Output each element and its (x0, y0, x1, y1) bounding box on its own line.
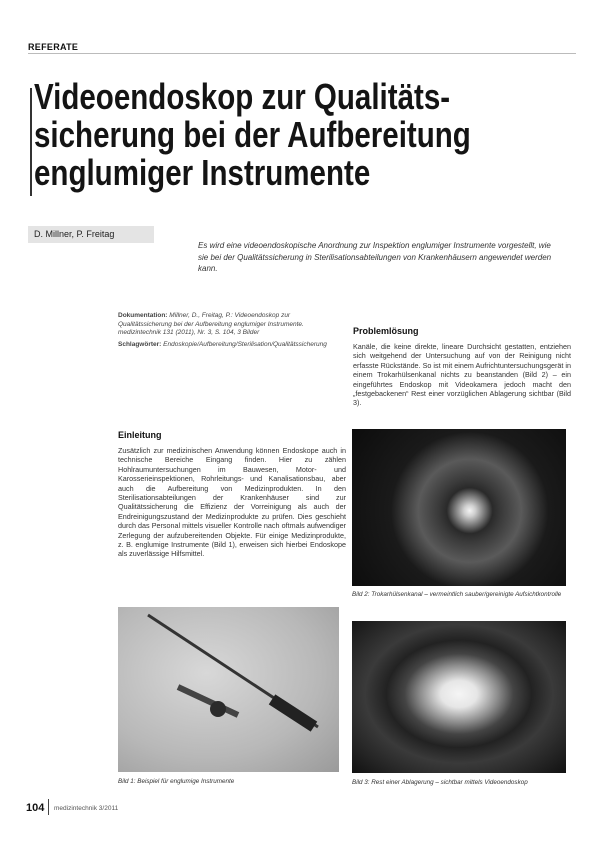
author-line: D. Millner, P. Freitag (28, 226, 154, 243)
figure-1-instruments-photo (118, 607, 339, 772)
intro-heading: Einleitung (118, 430, 162, 440)
article-title (34, 76, 471, 193)
instrument-illustration (118, 607, 339, 772)
title-accent-bar (30, 88, 32, 196)
footer-divider (48, 799, 49, 815)
magazine-name: medizintechnik 3/2011 (54, 805, 119, 812)
figure-3-residue-photo (352, 621, 566, 773)
figure-2-trocar-channel-photo (352, 429, 566, 586)
citation (118, 312, 340, 338)
problem-section (353, 326, 571, 408)
citation-label: Dokumentation: (118, 312, 168, 319)
header-rule (28, 53, 576, 54)
intro-text: Zusätzlich zur medizinischen Anwendung können Endoskope auch in technische Bereiche Eingang finden. Hier zu zählen Hohlraumuntersuchungen im Bauwesen, Motor- und Karosserieinspektionen, Rohrleitungs- und Kanalisationsbau, aber auch die Aufbereitung von Medizinprodukten. In den Sterilisationsabteilungen der Krankenhäuser sind zur Qualitätssicherung die Effizienz der Vorreinigung als auch der Endreinigungszustand der Medizinprodukte zu prüfen. Dies geschieht durch das Personal mittels visueller Kontrolle nach oftmals aufwendiger Zerlegung der aufzubereitenden Objekte. Für einige Medizinprodukte, z. B. englumige Instrumente (Bild 1), erweisen sich hierbei Endoskope als zuverlässige Hilfsmittel. (118, 446, 346, 559)
title-line-2: sicherung bei der Aufbereitung (34, 114, 471, 155)
figure-3-caption: Bild 3: Rest einer Ablagerung – sichtbar mittels Videoendoskop (352, 779, 528, 786)
section-label: REFERATE (28, 42, 79, 52)
abstract: Es wird eine videoendoskopische Anordnung zur Inspektion englumiger Instrumente vorgestellt, wie sie bei der Qualitätssicherung in Sterilisationsabteilungen von Krankenhäusern angewendet werden kann. (198, 241, 552, 273)
keywords (118, 341, 340, 350)
citation-text: Millner, D., Freitag, P.: Videoendoskop zur Qualitätssicherung bei der Aufbereitung englumiger Instrumente. medizintechnik 131 (2011), Nr. 3, S. 104, 3 Bilder (118, 312, 304, 336)
figure-2-caption: Bild 2: Trokarhülsenkanal – vermeintlich sauber/gereinigte Aufsichtkontrolle (352, 591, 562, 598)
intro-section (118, 430, 346, 559)
keywords-label: Schlagwörter: (118, 340, 162, 348)
title-line-1: Videoendoskop zur Qualitäts- (34, 76, 451, 117)
title-line-3: englumiger Instrumente (34, 152, 371, 193)
page-number: 104 (26, 802, 45, 814)
figure-1-caption: Bild 1: Beispiel für englumige Instrumente (118, 778, 235, 785)
problem-heading: Problemlösung (353, 326, 419, 336)
problem-text: Kanäle, die keine direkte, lineare Durchsicht gestatten, entziehen sich weitgehend der Untersuchung auf von der Reinigung nicht erfasste Rückstände. So ist mit einem Aufrichtuntersuchungsgerät in einem Trokarhülsenkanal nichts zu beanstanden (Bild 2) – ein eingeführtes Endoskop mit Videokamera jedoch macht den „festgebackenen“ Rest einer vorzüglichen Ablagerung sichtbar (Bild 3). (353, 342, 571, 408)
keywords-text: Endoskopie/Aufbereitung/Sterilisation/Qualitätssicherung (163, 340, 327, 348)
citation-block (118, 312, 340, 349)
